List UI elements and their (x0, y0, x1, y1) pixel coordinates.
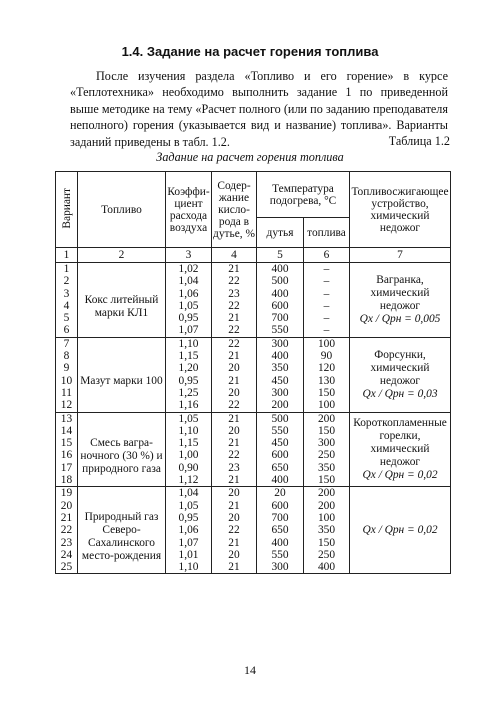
cell-value: 120 (317, 362, 336, 375)
intro-paragraph: После изучения раздела «Топливо и его горение» в курсе «Теплотехника» необходимо выполнить задание 1 по приведенной выше методике на тему «Расчет полного (или по заданию преподавателя неполного) горения (указывается вид и название) топлива». Варианты заданий приведены в табл. 1.2. (70, 69, 448, 149)
cell-value: 1,05 (178, 499, 199, 512)
col-number: 1 (56, 248, 78, 263)
header-variant: Вариант (56, 172, 78, 248)
table-row-group (56, 412, 451, 487)
cell-value: 0,90 (178, 461, 199, 474)
cell-value: 90 (320, 350, 333, 363)
cell-value: 25 (60, 561, 73, 574)
cell-value: – (323, 275, 330, 288)
cell-value: 1,10 (178, 337, 199, 350)
cell-value: 400 (271, 287, 289, 300)
cell-value: 20 (228, 424, 240, 437)
cell-value: 1,05 (178, 412, 199, 425)
cell-value: 16 (60, 449, 73, 462)
table-row-group (56, 263, 451, 338)
cell-value: 1,04 (178, 487, 199, 500)
heat-loss-ratio: Qх / Qрн = 0,02 (362, 468, 438, 481)
cell-value: 400 (271, 350, 289, 363)
device-cell (350, 263, 451, 338)
temp-air-cell (257, 337, 304, 412)
coef-cell (166, 263, 212, 338)
temp-air-cell (257, 487, 304, 574)
cell-value: 650 (271, 524, 289, 537)
oxygen-cell (212, 412, 257, 487)
cell-value: 0,95 (178, 374, 199, 387)
heat-loss-ratio: Qх / Qрн = 0,005 (359, 312, 441, 325)
cell-value: 10 (60, 374, 73, 387)
variant-cell (56, 487, 78, 574)
cell-value: 1,06 (178, 524, 199, 537)
cell-value: 400 (271, 474, 289, 487)
cell-value: 1,01 (178, 548, 199, 561)
section-heading: 1.4. Задание на расчет горения топлива (121, 44, 379, 59)
header-oxygen: Содер-жание кисло-рода в дутье, % (212, 172, 257, 248)
cell-value: 22 (228, 324, 240, 337)
cell-value: 350 (317, 524, 336, 537)
header-coef: Коэффи-циент расхода воздуха (166, 172, 212, 248)
cell-value: 250 (317, 548, 336, 561)
cell-value: 21 (228, 561, 240, 574)
temp-fuel-cell (304, 337, 350, 412)
cell-value: 1,20 (178, 362, 199, 375)
cell-value: 600 (271, 299, 289, 312)
fuel-cell: Кокс литейный марки КЛ1 (78, 263, 166, 338)
oxygen-cell (212, 263, 257, 338)
cell-value: 4 (63, 299, 70, 312)
cell-value: 17 (60, 461, 73, 474)
cell-value: 21 (228, 499, 240, 512)
cell-value: 14 (60, 424, 73, 437)
cell-value: 21 (228, 350, 240, 363)
oxygen-cell (212, 337, 257, 412)
col-number: 7 (350, 248, 451, 263)
cell-value: 500 (271, 412, 289, 425)
cell-value: 300 (271, 561, 289, 574)
temp-fuel-cell (304, 263, 350, 338)
cell-value: 22 (228, 399, 240, 412)
device-text: Вагранка, химический недожог (370, 273, 430, 312)
heat-loss-ratio: Qх / Qрн = 0,02 (362, 523, 438, 536)
cell-value: 450 (271, 374, 289, 387)
temp-fuel-cell (304, 487, 350, 574)
oxygen-cell (212, 487, 257, 574)
cell-value: 100 (317, 337, 336, 350)
column-number-row (56, 248, 451, 263)
cell-value: 1 (63, 263, 70, 275)
cell-value: 0,95 (178, 511, 199, 524)
variant-cell (56, 337, 78, 412)
cell-value: 3 (63, 287, 70, 300)
cell-value: 700 (271, 312, 289, 325)
col-number: 4 (212, 248, 257, 263)
cell-value: 250 (317, 449, 336, 462)
cell-value: 20 (228, 511, 240, 524)
cell-value: 150 (317, 536, 336, 549)
cell-value: 1,02 (178, 263, 199, 275)
page-number: 14 (244, 663, 256, 677)
cell-value: 5 (63, 312, 70, 325)
cell-value: 700 (271, 511, 289, 524)
cell-value: 1,25 (178, 386, 199, 399)
cell-value: – (323, 324, 330, 337)
cell-value: 350 (317, 461, 336, 474)
cell-value: 22 (228, 337, 240, 350)
cell-value: 11 (61, 386, 72, 399)
temp-air-cell (257, 263, 304, 338)
header-temp-air: дутья (257, 218, 304, 248)
cell-value: 20 (228, 362, 240, 375)
cell-value: 21 (228, 263, 240, 275)
cell-value: 22 (228, 299, 240, 312)
heat-loss-ratio: Qх / Qрн = 0,03 (362, 387, 438, 400)
cell-value: 1,07 (178, 536, 199, 549)
cell-value: 400 (317, 561, 336, 574)
header-device: Топливосжигающее устройство, химический недожог (350, 172, 451, 248)
table-number: Таблица 1.2 (388, 134, 450, 148)
cell-value: 21 (228, 312, 240, 325)
header-temp: Температура подогрева, °С (257, 172, 350, 218)
cell-value: 500 (271, 275, 289, 288)
temp-air-cell (257, 412, 304, 487)
cell-value: 22 (60, 524, 73, 537)
table-row-group (56, 487, 451, 574)
cell-value: 1,00 (178, 449, 199, 462)
cell-value: 200 (317, 499, 336, 512)
cell-value: 20 (228, 548, 240, 561)
cell-value: 130 (317, 374, 336, 387)
cell-value: 1,16 (178, 399, 199, 412)
device-text: Короткопламенные горелки, химический недожог (353, 416, 447, 468)
cell-value: 1,04 (178, 275, 199, 288)
cell-value: 300 (271, 337, 289, 350)
cell-value: 150 (317, 474, 336, 487)
cell-value: 23 (228, 287, 240, 300)
cell-value: 13 (60, 412, 73, 425)
cell-value: 600 (271, 449, 289, 462)
fuel-cell: Смесь вагра-ночного (30 %) и природного газа (78, 412, 166, 487)
cell-value: 23 (60, 536, 73, 549)
cell-value: 19 (60, 487, 73, 500)
device-cell (350, 412, 451, 487)
variant-cell (56, 412, 78, 487)
cell-value: 550 (271, 424, 289, 437)
cell-value: 20 (274, 487, 286, 500)
cell-value: 1,06 (178, 287, 199, 300)
cell-value: 15 (60, 437, 73, 450)
cell-value: 550 (271, 548, 289, 561)
device-cell (350, 337, 451, 412)
coef-cell (166, 412, 212, 487)
cell-value: – (323, 287, 330, 300)
cell-value: 22 (228, 524, 240, 537)
cell-value: 1,07 (178, 324, 199, 337)
col-number: 6 (304, 248, 350, 263)
col-number: 2 (78, 248, 166, 263)
cell-value: 21 (60, 511, 73, 524)
fuel-cell: Природный газ Северо-Сахалинского место-рождения (78, 487, 166, 574)
variant-cell (56, 263, 78, 338)
cell-value: – (323, 263, 330, 275)
cell-value: 550 (271, 324, 289, 337)
cell-value: 400 (271, 536, 289, 549)
cell-value: 9 (63, 362, 70, 375)
col-number: 3 (166, 248, 212, 263)
cell-value: 21 (228, 536, 240, 549)
cell-value: 100 (317, 399, 336, 412)
cell-value: 100 (317, 511, 336, 524)
cell-value: 12 (60, 399, 73, 412)
table-row-group (56, 337, 451, 412)
cell-value: 350 (271, 362, 289, 375)
cell-value: 200 (317, 412, 336, 425)
cell-value: – (323, 312, 330, 325)
fuel-cell: Мазут марки 100 (78, 337, 166, 412)
cell-value: 7 (63, 337, 70, 350)
cell-value: 400 (271, 263, 289, 275)
cell-value: 24 (60, 548, 73, 561)
cell-value: 200 (271, 399, 289, 412)
temp-fuel-cell (304, 412, 350, 487)
cell-value: 300 (317, 437, 336, 450)
cell-value: 6 (63, 324, 70, 337)
cell-value: 1,12 (178, 474, 199, 487)
cell-value: 1,10 (178, 561, 199, 574)
cell-value: 1,15 (178, 437, 199, 450)
cell-value: 21 (228, 374, 240, 387)
device-text: Форсунки, химический недожог (370, 348, 430, 387)
coef-cell (166, 337, 212, 412)
cell-value: 2 (63, 275, 70, 288)
cell-value: 200 (317, 487, 336, 500)
cell-value: 150 (317, 386, 336, 399)
cell-value: 21 (228, 412, 240, 425)
col-number: 5 (257, 248, 304, 263)
cell-value: 1,10 (178, 424, 199, 437)
cell-value: 300 (271, 386, 289, 399)
cell-value: 20 (228, 487, 240, 500)
cell-value: 0,95 (178, 312, 199, 325)
cell-value: 21 (228, 474, 240, 487)
cell-value: 20 (228, 386, 240, 399)
cell-value: 23 (228, 461, 240, 474)
fuel-task-table (55, 171, 451, 574)
coef-cell (166, 487, 212, 574)
cell-value: 1,05 (178, 299, 199, 312)
cell-value: 18 (60, 474, 73, 487)
cell-value: 20 (60, 499, 73, 512)
cell-value: 1,15 (178, 350, 199, 363)
cell-value: 8 (63, 350, 70, 363)
table-caption: Задание на расчет горения топлива (156, 150, 344, 164)
device-cell (350, 487, 451, 574)
cell-value: 650 (271, 461, 289, 474)
cell-value: 150 (317, 424, 336, 437)
cell-value: 600 (271, 499, 289, 512)
cell-value: 22 (228, 449, 240, 462)
cell-value: 450 (271, 437, 289, 450)
cell-value: – (323, 299, 330, 312)
header-temp-fuel: топлива (304, 218, 350, 248)
cell-value: 21 (228, 437, 240, 450)
cell-value: 22 (228, 275, 240, 288)
header-fuel: Топливо (78, 172, 166, 248)
